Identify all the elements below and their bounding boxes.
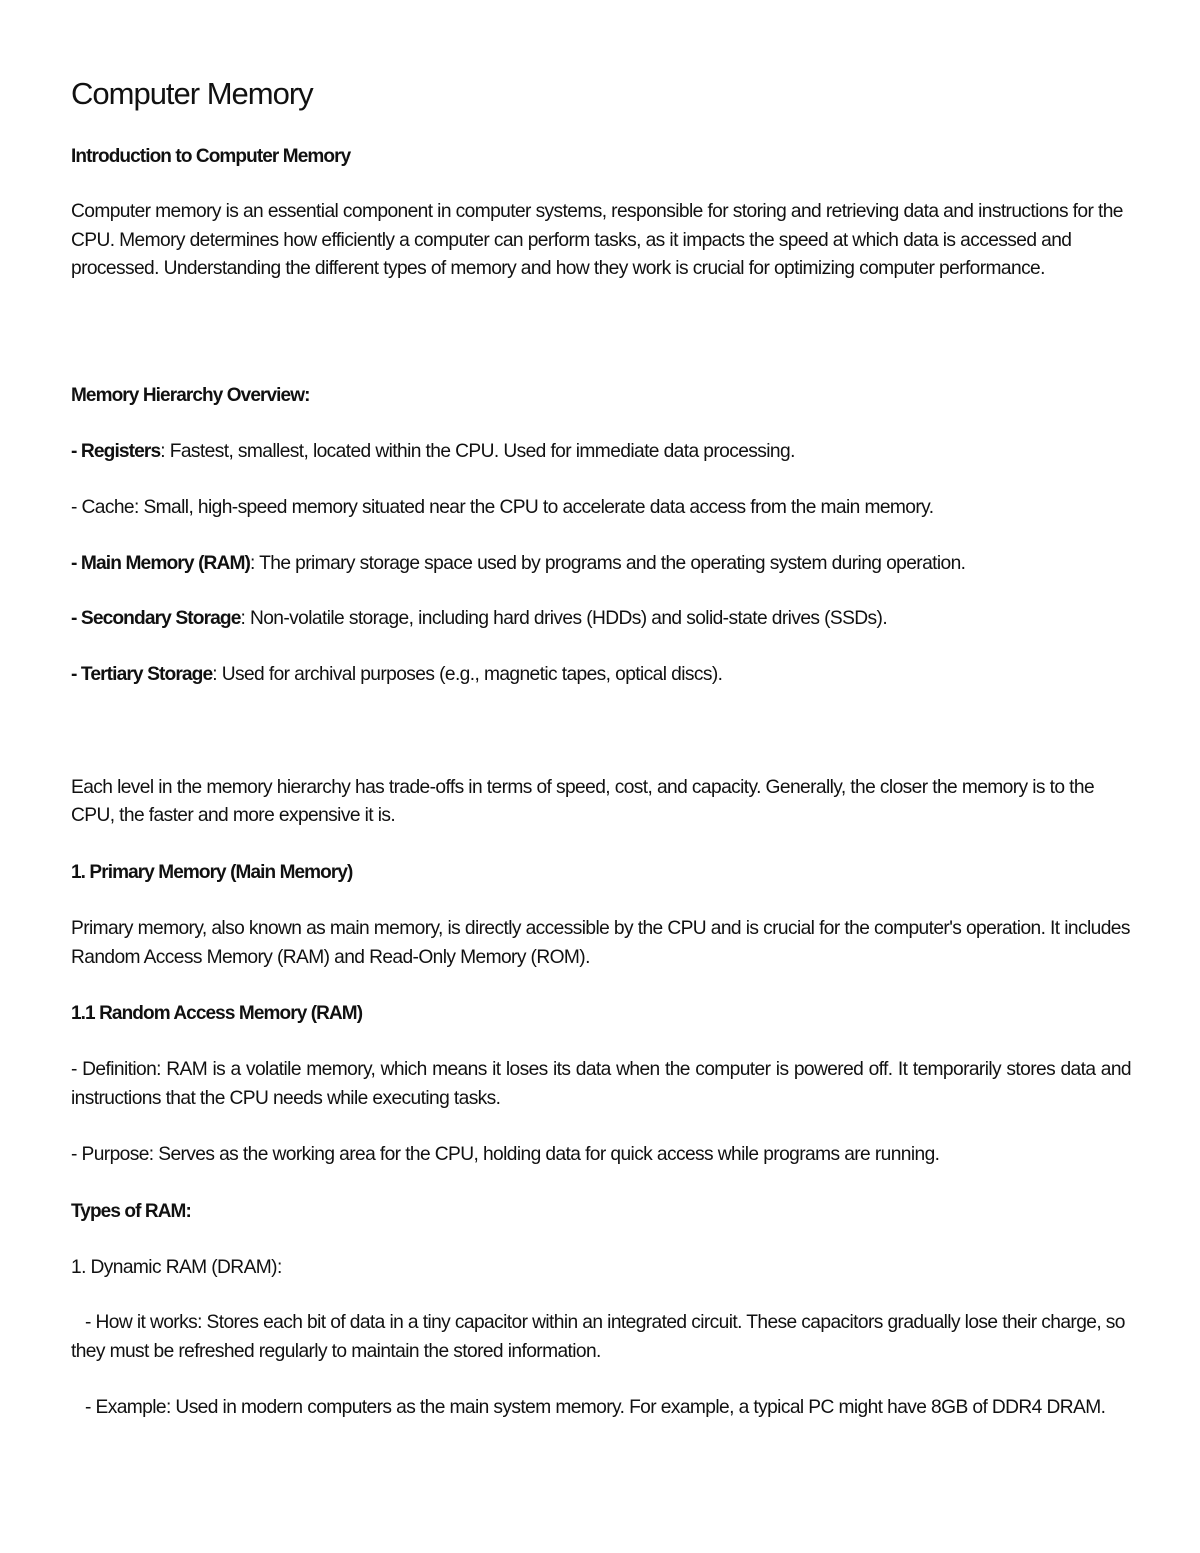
hierarchy-summary: Each level in the memory hierarchy has trade-offs in terms of speed, cost, and capacity. Generally, the closer the memory is to the CPU, the faster and more expensive it is. (71, 776, 1095, 827)
hierarchy-item-cache (71, 494, 1131, 523)
hierarchy-item-desc: : Small, high-speed memory situated near the CPU to accelerate data access from the main memory. (134, 496, 934, 518)
hierarchy-item-term: Tertiary Storage (80, 663, 213, 685)
dram-how-it-works: - How it works: Stores each bit of data in a tiny capacitor within an integrated circuit. These capacitors gradually lose their charge, so they must be refreshed regularly to maintain the stored information. (71, 1312, 1125, 1362)
hierarchy-item-dash: - (71, 496, 82, 518)
intro-heading: Introduction to Computer Memory (71, 146, 351, 167)
ram-purpose: - Purpose: Serves as the working area for the CPU, holding data for quick access while programs are running. (71, 1143, 940, 1165)
hierarchy-item-dash: - (71, 552, 81, 574)
primary-memory-heading: 1. Primary Memory (Main Memory) (71, 862, 353, 884)
hierarchy-item-term: Cache (81, 496, 134, 518)
hierarchy-heading: Memory Hierarchy Overview: (71, 385, 310, 407)
ram-definition: - Definition: RAM is a volatile memory, which means it loses its data when the computer is powered off. It temporarily stores data and instructions that the CPU needs while executing tasks. (71, 1059, 1131, 1110)
hierarchy-item-dash: - (71, 441, 81, 463)
hierarchy-item-term: Registers (80, 441, 161, 463)
hierarchy-item-dash: - (71, 608, 81, 630)
hierarchy-item-term: Secondary Storage (80, 608, 241, 630)
hierarchy-item-tertiary-storage (71, 661, 1131, 690)
ram-types-heading: Types of RAM: (71, 1200, 191, 1222)
document-page (71, 74, 1131, 1422)
hierarchy-item-desc: : Non-volatile storage, including hard drives (HDDs) and solid-state drives (SSDs). (240, 608, 888, 630)
hierarchy-item-term: Main Memory (RAM) (80, 552, 251, 574)
primary-memory-paragraph: Primary memory, also known as main memory, is directly accessible by the CPU and is crucial for the computer's operation. It includes Random Access Memory (RAM) and Read-Only Memory (ROM). (71, 918, 1130, 968)
ram-heading: 1.1 Random Access Memory (RAM) (71, 1003, 363, 1025)
hierarchy-item-secondary-storage (71, 605, 1131, 634)
hierarchy-item-desc: : Fastest, smallest, located within the CPU. Used for immediate data processing. (160, 441, 795, 463)
hierarchy-item-dash: - (71, 663, 81, 685)
intro-paragraph: Computer memory is an essential component in computer systems, responsible for storing and retrieving data and instructions for the CPU. Memory determines how efficiently a computer can perform tasks, as it impacts the speed at which data is accessed and processed. Understanding the different types of memory and how they work is crucial for optimizing computer performance. (71, 201, 1123, 280)
hierarchy-item-registers (71, 438, 1131, 467)
hierarchy-item-desc: : Used for archival purposes (e.g., magnetic tapes, optical discs). (212, 663, 723, 685)
hierarchy-item-desc: : The primary storage space used by programs and the operating system during operation. (250, 552, 966, 574)
dram-example: - Example: Used in modern computers as the main system memory. For example, a typical PC might have 8GB of DDR4 DRAM. (85, 1396, 1106, 1418)
document-title: Computer Memory (71, 76, 313, 111)
hierarchy-item-main-memory (71, 550, 1131, 579)
dram-title: 1. Dynamic RAM (DRAM): (71, 1256, 282, 1278)
